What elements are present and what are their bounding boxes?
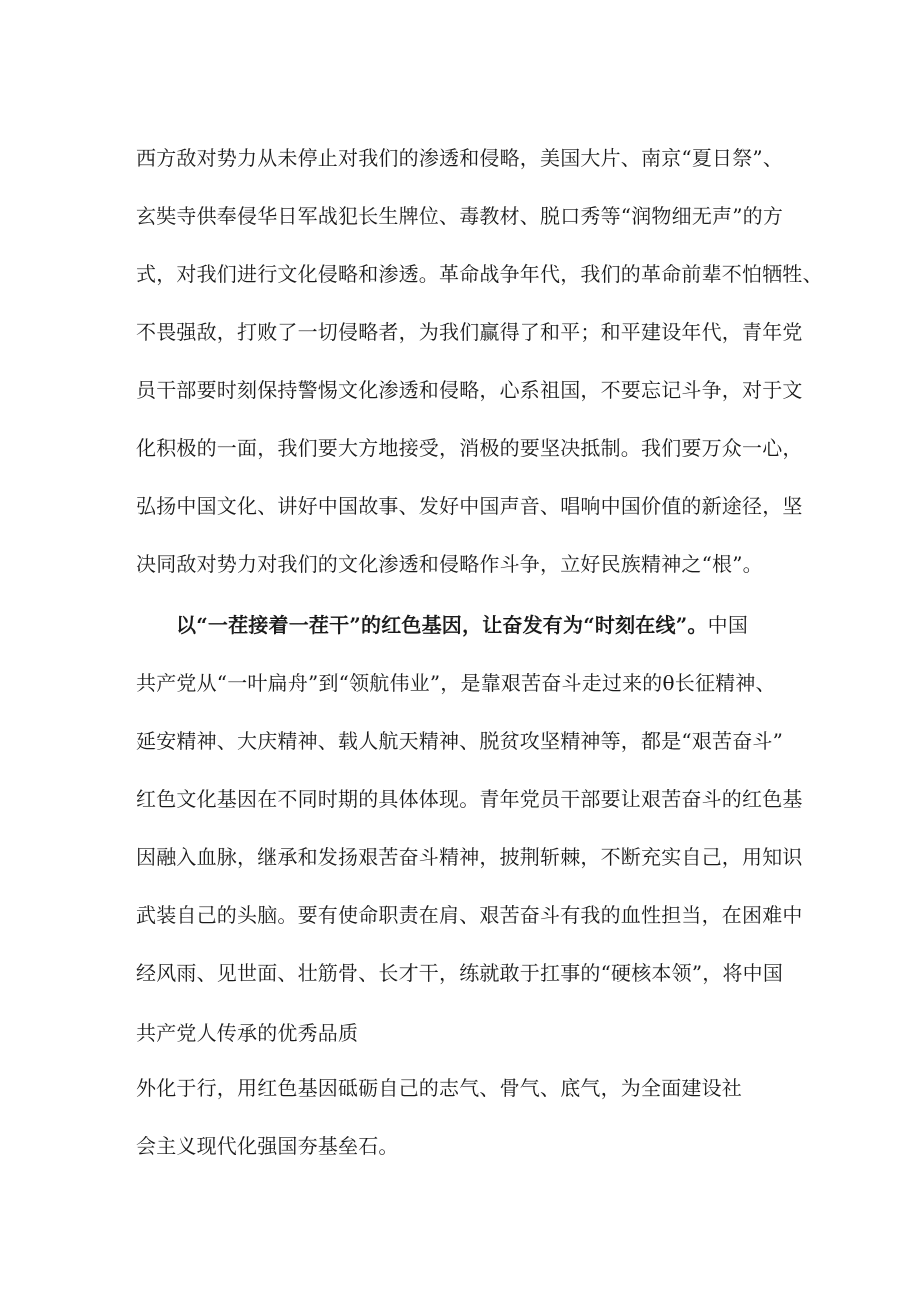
text-line: 化积极的一面，我们要大方地接受，消极的要坚决抵制。我们要万众一心， (136, 436, 803, 460)
text-line: 外化于行，用红色基因砥砺自己的志气、骨气、底气，为全面建设社 (136, 1076, 742, 1100)
text-line: 员干部要时刻保持警惕文化渗透和侵略，心系祖国，不要忘记斗争，对于文 (136, 378, 803, 402)
text-line: 式，对我们进行文化侵略和渗透。革命战争年代，我们的革命前辈不怕牺牲、 (136, 262, 823, 286)
text-line: 因融入血脉，继承和发扬艰苦奋斗精神，披荆斩棘，不断充实自己，用知识 (136, 845, 803, 869)
text-line: 决同敌对势力对我们的文化渗透和侵略作斗争，立好民族精神之“根”。 (136, 552, 763, 576)
text-line: 不畏强敌，打败了一切侵略者，为我们赢得了和平；和平建设年代，青年党 (136, 320, 803, 344)
text-line: 红色文化基因在不同时期的具体体现。青年党员干部要让艰苦奋斗的红色基 (136, 787, 803, 811)
text-line: 延安精神、大庆精神、载人航天精神、脱贫攻坚精神等，都是“艰苦奋斗” (136, 729, 784, 753)
text-line: 共产党从“一叶扁舟”到“领航伟业”，是靠艰苦奋斗走过来的θ长征精神、 (136, 671, 776, 695)
text-line: 玄奘寺供奉侵华日军战犯长生牌位、毒教材、脱口秀等“润物细无声”的方 (136, 204, 784, 228)
text-line: 共产党人传承的优秀品质 (136, 1021, 359, 1045)
text-fragment: 中国 (707, 613, 749, 637)
text-line: 弘扬中国文化、讲好中国故事、发好中国声音、唱响中国价值的新途径，坚 (136, 494, 803, 518)
text-line: 经风雨、见世面、壮筋骨、长才干，练就敢于扛事的“硬核本领”，将中国 (136, 961, 784, 985)
text-line: 会主义现代化强国夯基垒石。 (136, 1134, 399, 1158)
paragraph-heading: 以“一茬接着一茬干”的红色基因，让奋发有为“时刻在线”。 (176, 613, 708, 637)
text-line: 西方敌对势力从未停止对我们的渗透和侵略，美国大片、南京“夏日祭”、 (136, 146, 784, 170)
text-line: 武装自己的头脑。要有使命职责在肩、艰苦奋斗有我的血性担当，在困难中 (136, 903, 803, 927)
paragraph-heading-line (176, 612, 748, 638)
